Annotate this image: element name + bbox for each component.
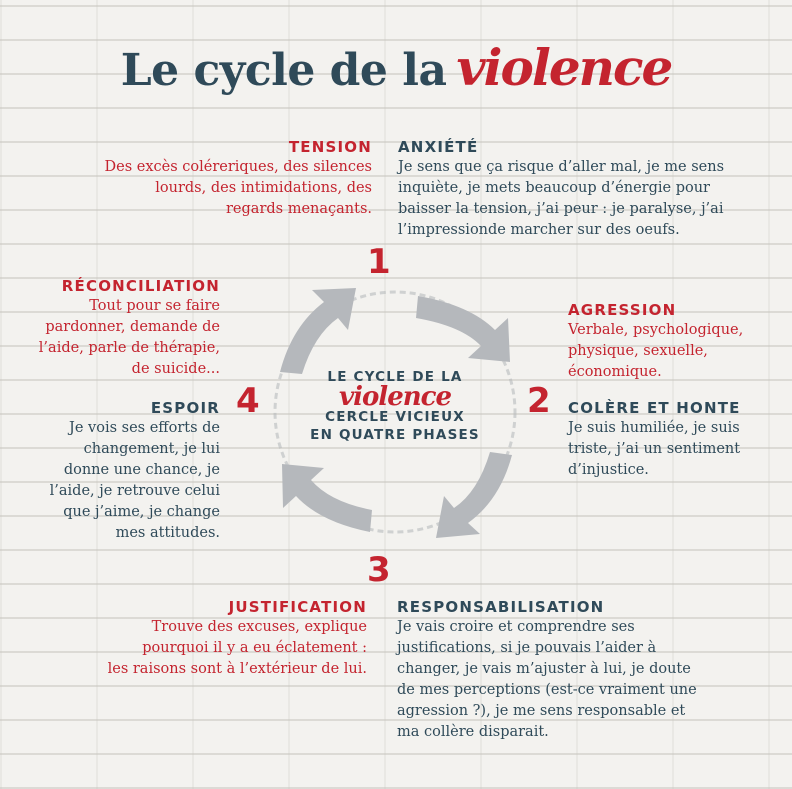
text-line: pourquoi il y a eu éclatement : [142,640,367,656]
text-line: baisser la tension, j’ai peur : je paralyse, j’ai [398,201,724,217]
text-line: les raisons sont à l’extérieur de lui. [107,661,367,677]
text-line: l’impressionde marcher sur des oeufs. [398,222,680,238]
phase-espoir [10,398,220,544]
phase-number-2: 2 [527,381,551,421]
text-line: inquiète, je mets beaucoup d’énergie pour [398,180,710,196]
phase-number-3: 3 [367,550,391,590]
phase-colere-honte [568,398,783,481]
text-line: Je vois ses efforts de [69,420,220,436]
phase-tension [72,137,372,220]
text-line: regards menaçants. [226,201,372,217]
text-line: Tout pour se faire [89,298,220,314]
arrow-bottom-left [282,464,372,532]
text-line: l’aide, je retrouve celui [49,483,220,499]
phase-responsabilisation [397,597,737,743]
phase-anxiete [398,137,738,241]
text-line: Trouve des excuses, explique [151,619,367,635]
text-line: mes attitudes. [115,525,220,541]
heading-anxiete: ANXIÉTÉ [398,138,479,156]
text-espoir [10,418,220,544]
text-line: changement, je lui [83,441,220,457]
text-line: pardonner, demande de [45,319,220,335]
heading-tension: TENSION [288,138,372,156]
text-line: triste, j’ai un sentiment [568,441,741,457]
text-reconciliation [10,296,220,380]
title-main: Le cycle de la [120,45,447,96]
text-line: agression ?), je me sens responsable et [397,703,686,719]
text-line: donne une chance, je [63,462,220,478]
arrow-top-right [416,296,510,362]
text-line: Je suis humiliée, je suis [568,420,740,436]
text-responsabilisation [397,617,737,743]
heading-justification: JUSTIFICATION [228,598,367,616]
text-colere-honte [568,418,783,481]
title-script: violence [456,38,672,97]
center-line2: CERCLE VICIEUX [325,409,465,425]
heading-colere-honte: COLÈRE ET HONTE [568,399,741,417]
phase-justification [27,597,367,680]
heading-espoir: ESPOIR [150,399,220,417]
text-line: Des excès coléreriques, des silences [104,159,372,175]
text-line: physique, sexuelle, [568,343,708,359]
text-agression [568,320,778,383]
phase-agression [568,300,778,383]
phase-number-1: 1 [367,242,391,282]
text-line: de mes perceptions (est-ce vraiment une [397,682,697,698]
text-line: Je sens que ça risque d’aller mal, je me sens [398,159,725,175]
text-line: de suicide... [131,361,220,377]
text-line: lourds, des intimidations, des [155,180,372,196]
heading-reconciliation: RÉCONCILIATION [61,277,220,295]
center-line3: EN QUATRE PHASES [310,427,480,443]
text-line: ma collère disparait. [397,724,549,740]
arrow-top-left [280,288,356,374]
arrow-bottom-right [436,452,512,538]
heading-responsabilisation: RESPONSABILISATION [397,598,605,616]
text-justification [27,617,367,680]
text-line: d’injustice. [568,462,649,478]
heading-agression: AGRESSION [568,301,677,319]
cycle-center-label [282,368,508,444]
text-tension [72,157,372,220]
text-line: Je vais croire et comprendre ses [397,619,635,635]
text-anxiete [398,157,738,241]
center-script: violence [338,382,452,412]
phase-reconciliation [10,276,220,380]
text-line: économique. [568,364,662,380]
text-line: Verbale, psychologique, [568,322,744,338]
text-line: que j’aime, je change [63,504,220,520]
phase-number-4: 4 [236,381,260,421]
center-line1: LE CYCLE DE LA [327,369,463,385]
text-line: justifications, si je pouvais l’aider à [397,640,657,656]
text-line: l’aide, parle de thérapie, [38,340,220,356]
text-line: changer, je vais m’ajuster à lui, je doute [397,661,691,677]
